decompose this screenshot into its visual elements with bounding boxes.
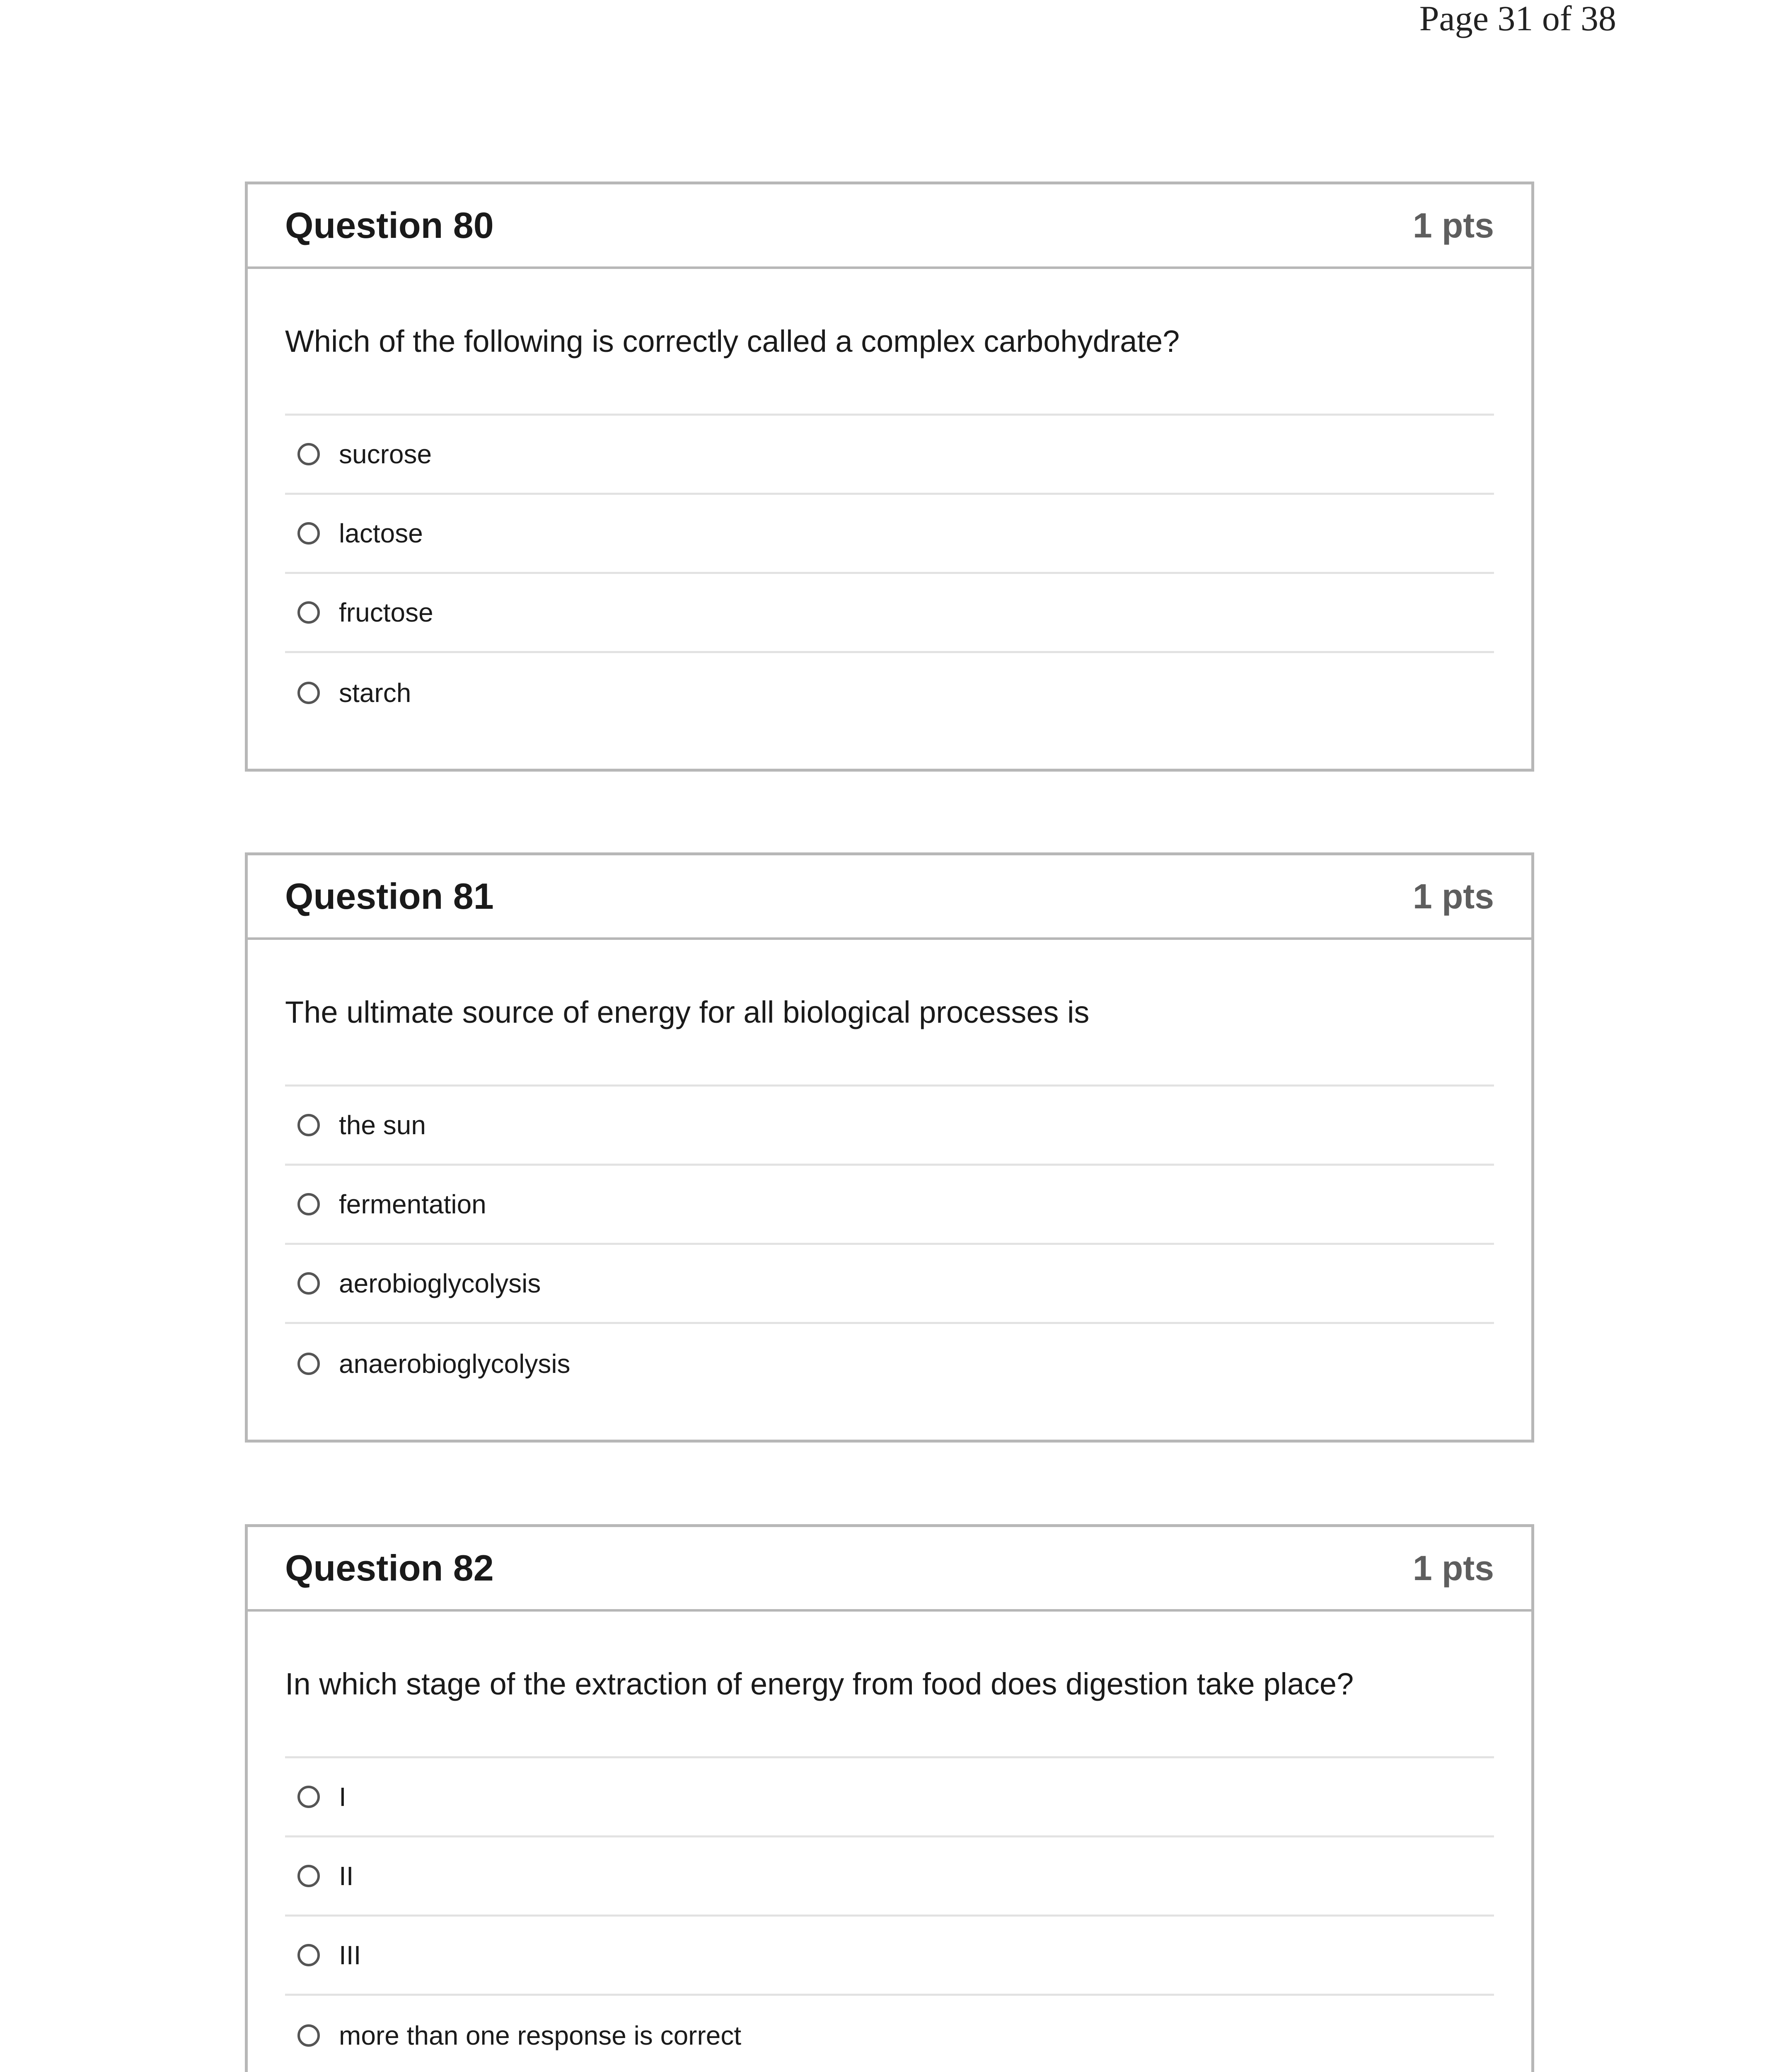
answer-label: sucrose xyxy=(339,439,432,469)
answer-option[interactable] xyxy=(285,495,1494,574)
answer-label: the sun xyxy=(339,1110,426,1140)
radio-button[interactable] xyxy=(297,2024,320,2047)
question-text: In which stage of the extraction of energy from food does digestion take place? xyxy=(285,1612,1494,1758)
radio-button[interactable] xyxy=(297,1114,320,1136)
answer-label: III xyxy=(339,1940,361,1970)
radio-button[interactable] xyxy=(297,1272,320,1295)
answer-option[interactable] xyxy=(285,1917,1494,1996)
answer-label: more than one response is correct xyxy=(339,2020,742,2050)
answer-option[interactable] xyxy=(285,1837,1494,1917)
radio-button[interactable] xyxy=(297,1786,320,1808)
answer-list xyxy=(285,1087,1494,1403)
answer-list xyxy=(285,1758,1494,2072)
radio-button[interactable] xyxy=(297,1353,320,1375)
question-text: The ultimate source of energy for all biological processes is xyxy=(285,940,1494,1087)
question-card-81 xyxy=(245,852,1534,1443)
answer-option[interactable] xyxy=(285,1245,1494,1324)
answer-option[interactable] xyxy=(285,653,1494,732)
question-points: 1 pts xyxy=(1412,876,1494,916)
question-card-80 xyxy=(245,182,1534,772)
answer-label: fermentation xyxy=(339,1189,486,1219)
question-header xyxy=(248,1527,1531,1612)
radio-button[interactable] xyxy=(297,682,320,704)
question-points: 1 pts xyxy=(1412,206,1494,245)
question-body xyxy=(248,940,1531,1403)
page-number: Page 31 of 38 xyxy=(1419,0,1616,38)
answer-option[interactable] xyxy=(285,1166,1494,1245)
answer-option[interactable] xyxy=(285,1996,1494,2072)
question-card-82 xyxy=(245,1524,1534,2072)
question-body xyxy=(248,1612,1531,2072)
answer-label: starch xyxy=(339,678,411,708)
question-text: Which of the following is correctly called a complex carbohydrate? xyxy=(285,269,1494,416)
answer-option[interactable] xyxy=(285,1758,1494,1837)
question-header xyxy=(248,855,1531,940)
question-title: Question 82 xyxy=(285,1547,494,1588)
radio-button[interactable] xyxy=(297,522,320,545)
answer-label: anaerobioglycolysis xyxy=(339,1348,571,1379)
answer-label: I xyxy=(339,1782,346,1812)
answer-list xyxy=(285,416,1494,732)
answer-option[interactable] xyxy=(285,574,1494,653)
question-title: Question 81 xyxy=(285,876,494,917)
radio-button[interactable] xyxy=(297,1193,320,1215)
radio-button[interactable] xyxy=(297,1944,320,1966)
answer-label: fructose xyxy=(339,598,433,627)
radio-button[interactable] xyxy=(297,443,320,465)
answer-option[interactable] xyxy=(285,1087,1494,1166)
radio-button[interactable] xyxy=(297,1865,320,1887)
answer-label: aerobioglycolysis xyxy=(339,1268,541,1298)
question-header xyxy=(248,184,1531,269)
question-title: Question 80 xyxy=(285,205,494,246)
question-points: 1 pts xyxy=(1412,1548,1494,1588)
answer-label: lactose xyxy=(339,518,423,548)
answer-option[interactable] xyxy=(285,1324,1494,1403)
question-body xyxy=(248,269,1531,732)
radio-button[interactable] xyxy=(297,601,320,624)
answer-option[interactable] xyxy=(285,416,1494,495)
answer-label: II xyxy=(339,1861,354,1891)
